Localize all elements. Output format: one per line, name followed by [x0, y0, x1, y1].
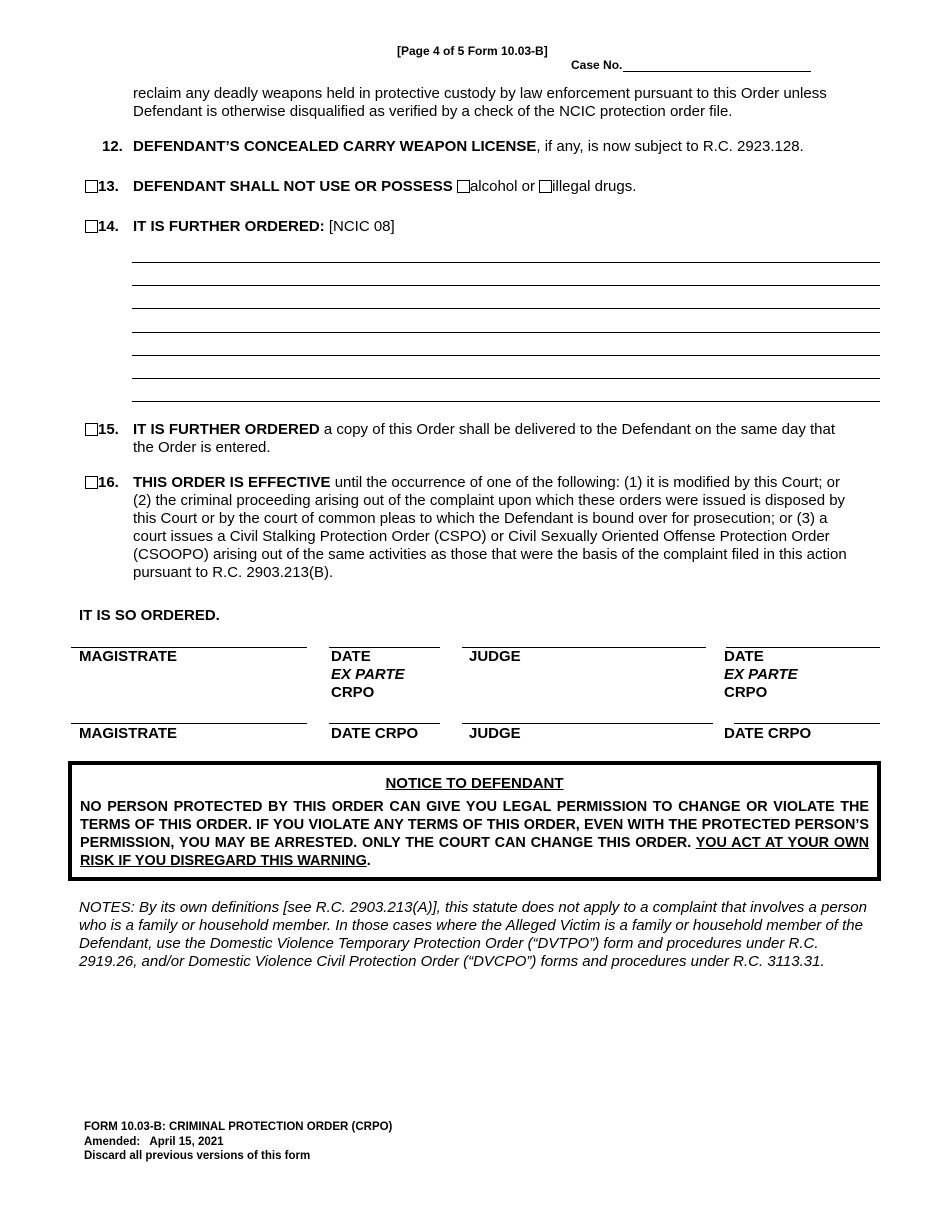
- case-no-field[interactable]: [571, 58, 622, 72]
- illegal-drugs-label: illegal drugs.: [552, 178, 637, 195]
- ex-parte-label: EX PARTE: [724, 666, 798, 683]
- case-no-label: Case No.: [571, 58, 623, 72]
- crpo-label: CRPO: [724, 684, 768, 701]
- item-12-number: 12.: [102, 138, 123, 155]
- order-line[interactable]: [132, 401, 880, 402]
- item-15-number-row: [85, 421, 119, 439]
- form-footer: [84, 1120, 392, 1164]
- date-crpo-line[interactable]: [329, 723, 440, 724]
- item-13-heading: DEFENDANT SHALL NOT USE OR POSSESS: [133, 178, 453, 195]
- magistrate-signature-line[interactable]: [71, 723, 307, 724]
- item-16-body: until the occurrence of one of the following: (1) it is modified by this Court; or (2) the criminal proceeding arising out of the complaint upon which these orders were issued is disposed by this Court or by the court of common pleas to which the Defendant is bound over for prosecution; or (3) a court issues a Civil Stalking Protection Order (CSPO) or Civil Sexually Oriented Offense Protection Order (CSOOPO) arising out of the same activities as those that were the basis of the complaint filed in this action pursuant to R.C. 2903.213(B).: [133, 474, 847, 581]
- notice-box: [68, 761, 881, 881]
- order-line[interactable]: [132, 332, 880, 333]
- order-line[interactable]: [132, 285, 880, 286]
- illegal-drugs-checkbox[interactable]: [539, 180, 552, 193]
- judge-date-crpo-label: DATE CRPO: [724, 725, 812, 742]
- item-14-checkbox[interactable]: [85, 220, 98, 233]
- item-12-heading: DEFENDANT’S CONCEALED CARRY WEAPON LICENSE: [133, 138, 537, 155]
- continuation-text: reclaim any deadly weapons held in protective custody by law enforcement pursuant to this Order unless Defendant is otherwise disqualified as verified by a check of the NCIC protection order file.: [133, 85, 827, 120]
- item-15-number: 15.: [98, 421, 119, 438]
- alcohol-checkbox[interactable]: [457, 180, 470, 193]
- so-ordered-heading: IT IS SO ORDERED.: [79, 607, 220, 624]
- judge-date-crpo-line[interactable]: [734, 723, 880, 724]
- item-16-checkbox[interactable]: [85, 476, 98, 489]
- item-16-number-row: [85, 474, 119, 492]
- notes-paragraph: NOTES: By its own definitions [see R.C. 2903.213(A)], this statute does not apply to a complaint that involves a person who is a family or household member. In those cases where the Alleged Victim is a family or household member of the Defendant, use the Domestic Violence Temporary Protection Order (“DVTPO”) form and procedures under R.C. 2919.26, and/or Domestic Violence Civil Protection Order (“DVCPO”) forms and procedures under R.C. 3113.31.: [79, 899, 867, 970]
- crpo-label: CRPO: [331, 684, 375, 701]
- notice-text: NO PERSON PROTECTED BY THIS ORDER CAN GIVE YOU LEGAL PERMISSION TO CHANGE OR VIOLATE THE TERMS OF THIS ORDER. IF YOU VIOLATE ANY TERMS OF THIS ORDER, EVEN WITH THE PROTECTED PERSON’S PERMISSION, YOU MAY BE ARRESTED. ONLY THE COURT CAN CHANGE THIS ORDER.: [80, 799, 869, 851]
- judge-signature-line[interactable]: [462, 723, 713, 724]
- notice-end: .: [366, 853, 371, 869]
- judge-date-ex-parte-label: [724, 648, 798, 702]
- item-15-text: [133, 421, 848, 457]
- magistrate-label: MAGISTRATE: [79, 725, 178, 742]
- notice-title: NOTICE TO DEFENDANT: [385, 775, 564, 792]
- item-16-number: 16.: [98, 474, 119, 491]
- order-line[interactable]: [132, 355, 880, 356]
- item-14-number: 14.: [98, 218, 119, 235]
- item-14-heading: IT IS FURTHER ORDERED:: [133, 218, 325, 235]
- page-label: [Page 4 of 5 Form 10.03-B]: [397, 44, 548, 58]
- date-label: DATE: [331, 648, 371, 665]
- item-13-checkbox[interactable]: [85, 180, 98, 193]
- item-14-number-row: [85, 218, 119, 236]
- item-16-heading: THIS ORDER IS EFFECTIVE: [133, 474, 331, 491]
- date-crpo-label: DATE CRPO: [331, 725, 419, 742]
- ex-parte-label: EX PARTE: [331, 666, 405, 683]
- footer-amended: Amended: April 15, 2021: [84, 1135, 224, 1148]
- case-no-line: [623, 71, 811, 72]
- date-ex-parte-label: [331, 648, 405, 702]
- item-12-text: [133, 138, 873, 156]
- item-13-number-row: [85, 178, 119, 196]
- judge-label: JUDGE: [469, 648, 521, 665]
- footer-form-name: FORM 10.03-B: CRIMINAL PROTECTION ORDER (CRPO): [84, 1121, 393, 1133]
- order-line[interactable]: [132, 308, 880, 309]
- item-14-text: [133, 218, 873, 236]
- item-12-body: , if any, is now subject to R.C. 2923.128.: [536, 138, 804, 155]
- item-13-text: [133, 178, 873, 196]
- item-14-code: [NCIC 08]: [328, 218, 395, 235]
- item-16-text: [133, 474, 853, 582]
- item-13-number: 13.: [98, 178, 119, 195]
- footer-discard: Discard all previous versions of this form: [84, 1150, 311, 1162]
- alcohol-label: alcohol or: [469, 178, 535, 195]
- order-line[interactable]: [132, 378, 880, 379]
- magistrate-label: MAGISTRATE: [79, 648, 178, 665]
- judge-label: JUDGE: [469, 725, 521, 742]
- item-15-body: a copy of this Order shall be delivered to the Defendant on the same day that the Order is entered.: [133, 421, 836, 456]
- notice-body: [72, 792, 877, 870]
- order-line[interactable]: [132, 262, 880, 263]
- notice-warning: YOU ACT AT YOUR OWN RISK IF YOU DISREGARD THIS WARNING: [80, 835, 869, 869]
- item-15-checkbox[interactable]: [85, 423, 98, 436]
- date-label: DATE: [724, 648, 764, 665]
- item-15-heading: IT IS FURTHER ORDERED: [133, 421, 320, 438]
